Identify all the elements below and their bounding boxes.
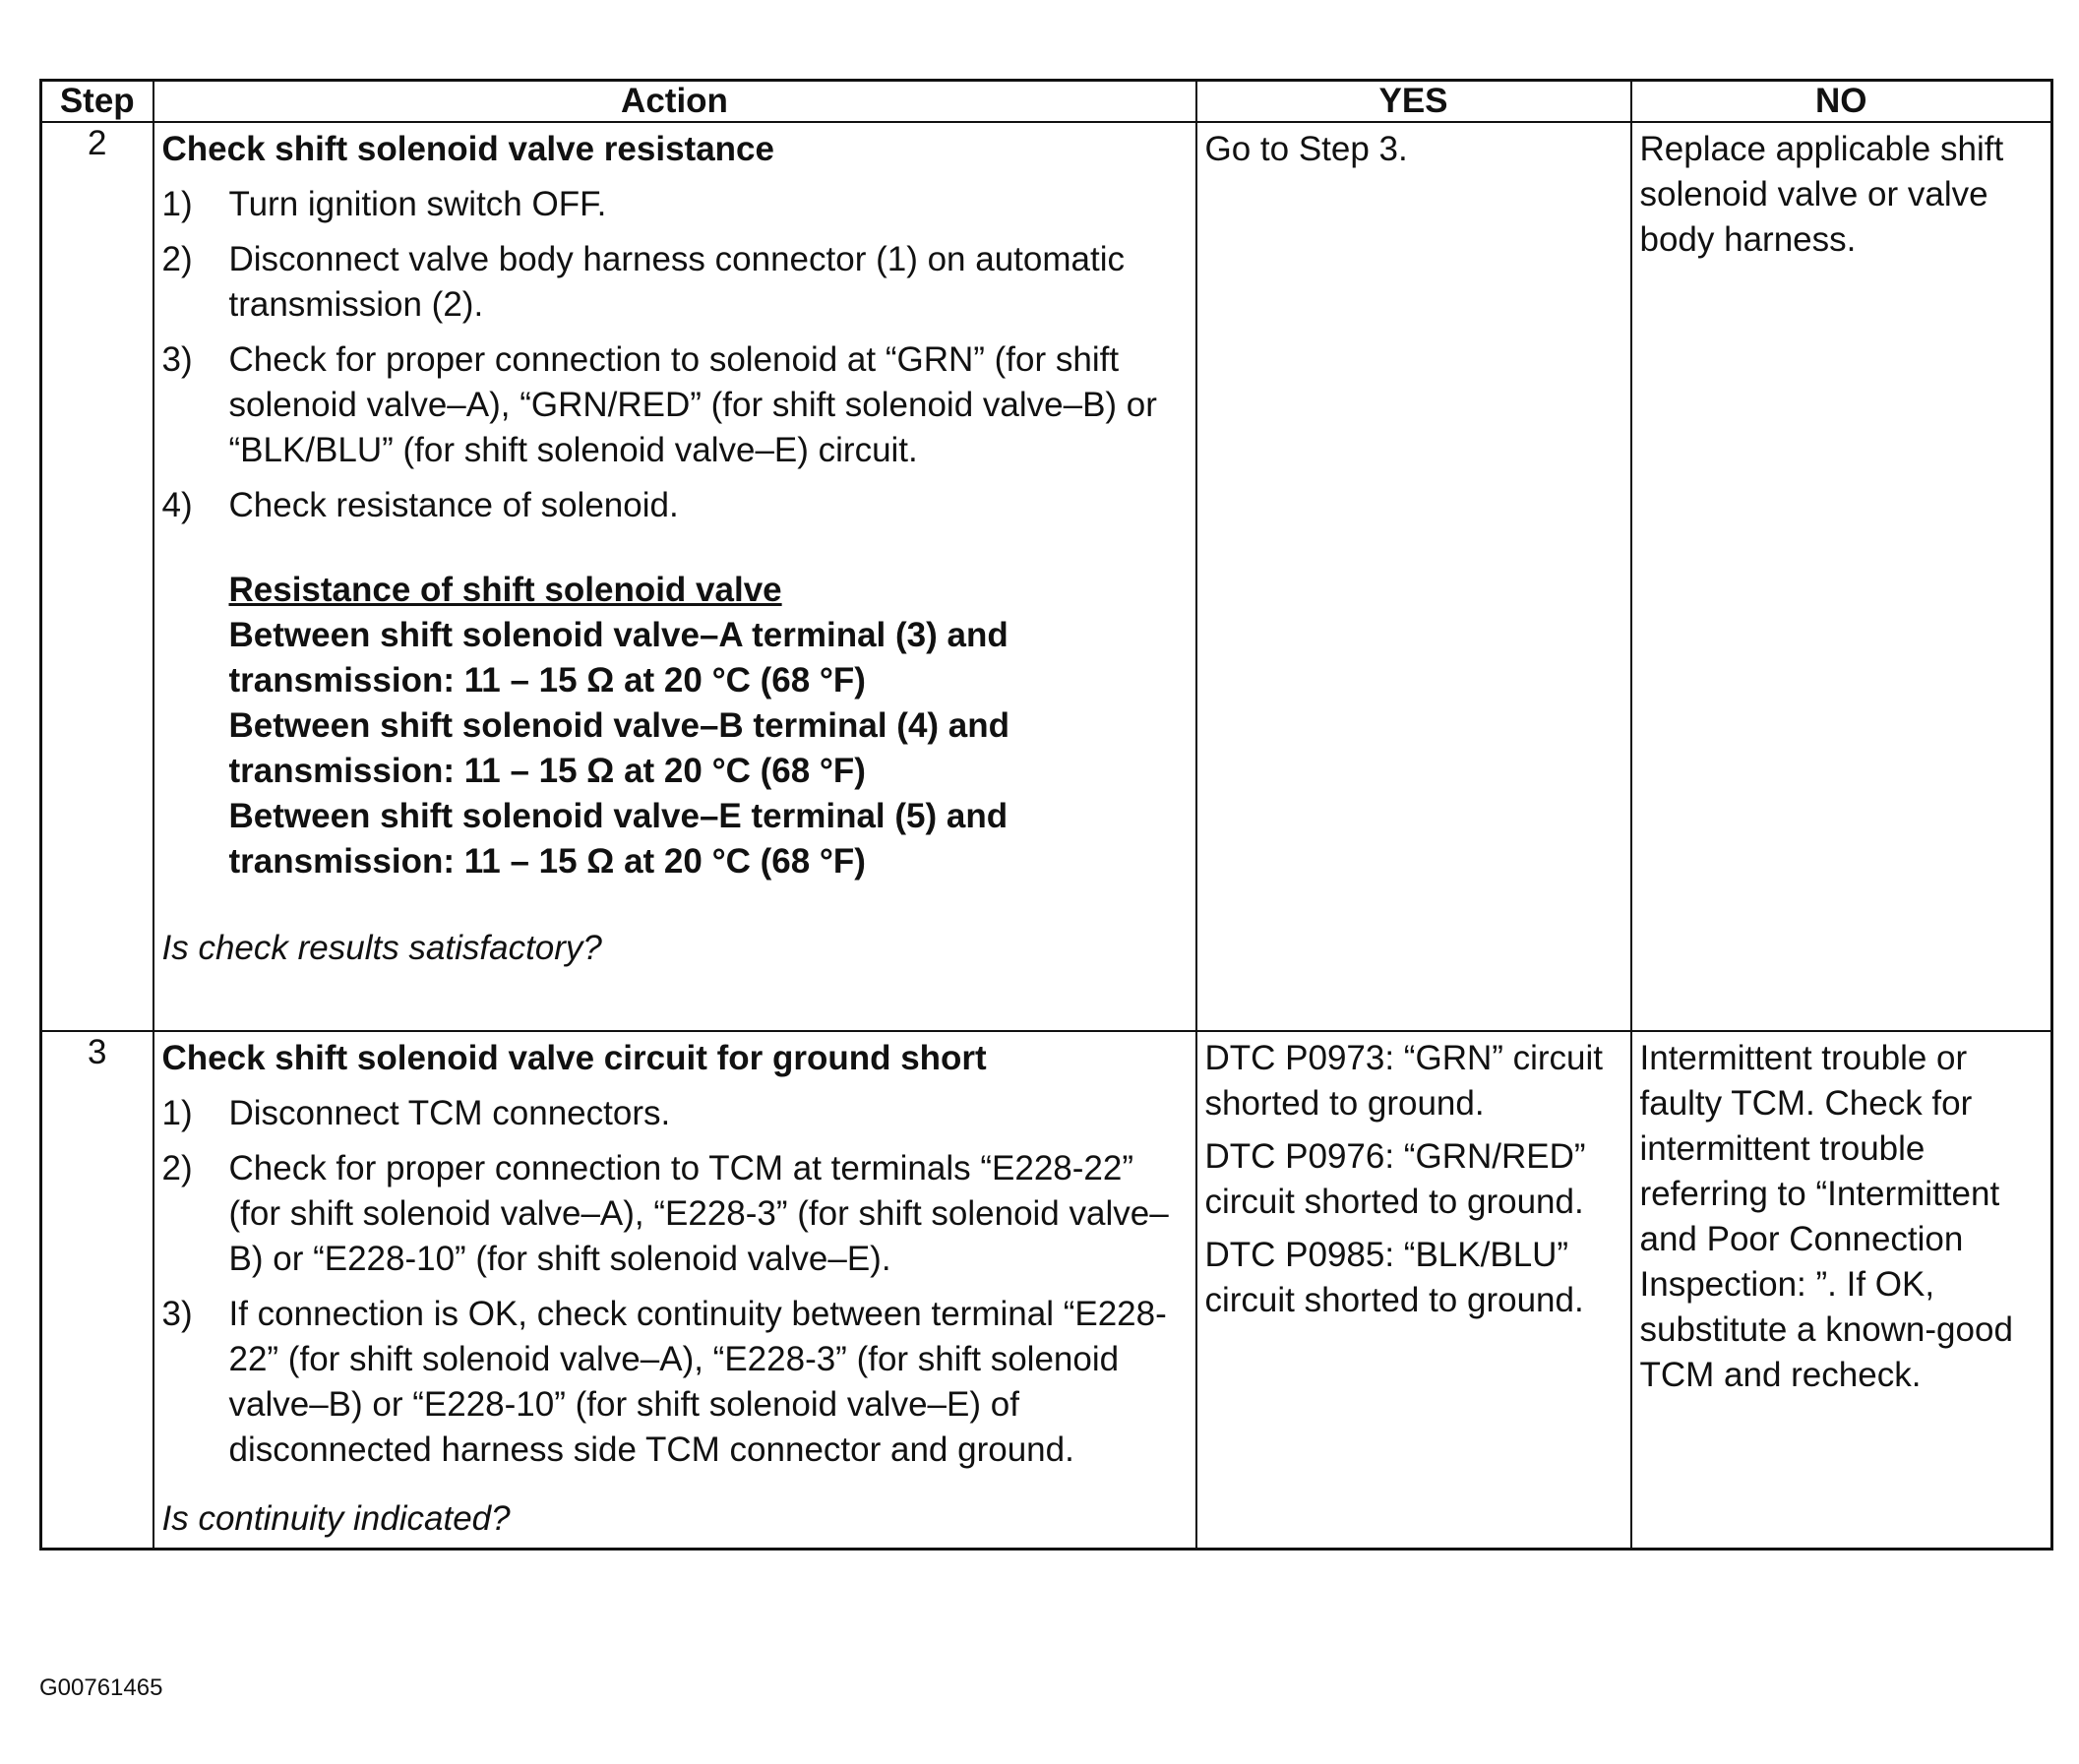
table-row-step-2 — [41, 122, 2052, 1031]
list-item: 4) Check resistance of solenoid. — [161, 486, 679, 524]
yes-cell — [1196, 122, 1631, 1031]
table-header-row — [41, 81, 2052, 123]
yes-text: DTC P0985: “BLK/BLU” circuit shorted to ground. — [1204, 1236, 1584, 1319]
action-cell — [153, 122, 1196, 1031]
resistance-spec — [229, 568, 1188, 884]
yes-text: DTC P0976: “GRN/RED” circuit shorted to ground. — [1204, 1137, 1586, 1221]
no-text: Intermittent trouble or faulty TCM. Check for intermittent trouble referring to “Intermittent and Poor Connection Inspection: ”. If OK, substitute a known-good TCM and recheck. — [1639, 1039, 2013, 1394]
table-row-step-3 — [41, 1031, 2052, 1550]
header-action: Action — [153, 81, 1196, 123]
list-item: 1) Disconnect TCM connectors. — [161, 1094, 671, 1132]
yes-text: Go to Step 3. — [1204, 130, 1408, 168]
list-item: 1) Turn ignition switch OFF. — [161, 185, 607, 223]
header-no: NO — [1631, 81, 2052, 123]
step-number: 3 — [41, 1031, 153, 1550]
no-cell — [1631, 122, 2052, 1031]
list-item: 3) Check for proper connection to solenoid at “GRN” (for shift solenoid valve–A), “GRN/RED” (for shift solenoid valve–B) or “BLK/BLU” (for shift solenoid valve–E) circuit. — [161, 340, 1157, 469]
spec-title: Resistance of shift solenoid valve — [228, 571, 782, 609]
spec-line: Between shift solenoid valve–B terminal (4) and transmission: 11 – 15 Ω at 20 °C (68 °F) — [228, 706, 1010, 790]
action-title: Check shift solenoid valve resistance — [161, 130, 774, 168]
action-title: Check shift solenoid valve circuit for ground short — [161, 1039, 987, 1077]
list-item: 3) If connection is OK, check continuity between terminal “E228-22” (for shift solenoid valve–A), “E228-3” (for shift solenoid valve–B) or “E228-10” (for shift solenoid valve–E) of disconnected harness side TCM connector and ground. — [161, 1295, 1167, 1469]
list-item: 2) Check for proper connection to TCM at terminals “E228-22” (for shift solenoid valve–A), “E228-3” (for shift solenoid valve–B) or “E228-10” (for shift solenoid valve–E). — [161, 1149, 1169, 1278]
yes-cell — [1196, 1031, 1631, 1550]
check-question: Is check results satisfactory? — [161, 929, 602, 967]
header-yes: YES — [1196, 81, 1631, 123]
action-cell — [153, 1031, 1196, 1550]
spec-line: Between shift solenoid valve–A terminal (3) and transmission: 11 – 15 Ω at 20 °C (68 °F) — [228, 616, 1009, 700]
yes-text: DTC P0973: “GRN” circuit shorted to ground. — [1204, 1039, 1604, 1123]
no-text: Replace applicable shift solenoid valve or valve body harness. — [1639, 130, 2004, 259]
no-cell — [1631, 1031, 2052, 1550]
step-number: 2 — [41, 122, 153, 1031]
diagnostic-table — [39, 79, 2053, 1551]
header-step: Step — [41, 81, 153, 123]
figure-id: G00761465 — [39, 1674, 163, 1701]
list-item: 2) Disconnect valve body harness connector (1) on automatic transmission (2). — [161, 240, 1125, 324]
spec-line: Between shift solenoid valve–E terminal (5) and transmission: 11 – 15 Ω at 20 °C (68 °F) — [228, 797, 1009, 881]
check-question: Is continuity indicated? — [161, 1499, 511, 1538]
